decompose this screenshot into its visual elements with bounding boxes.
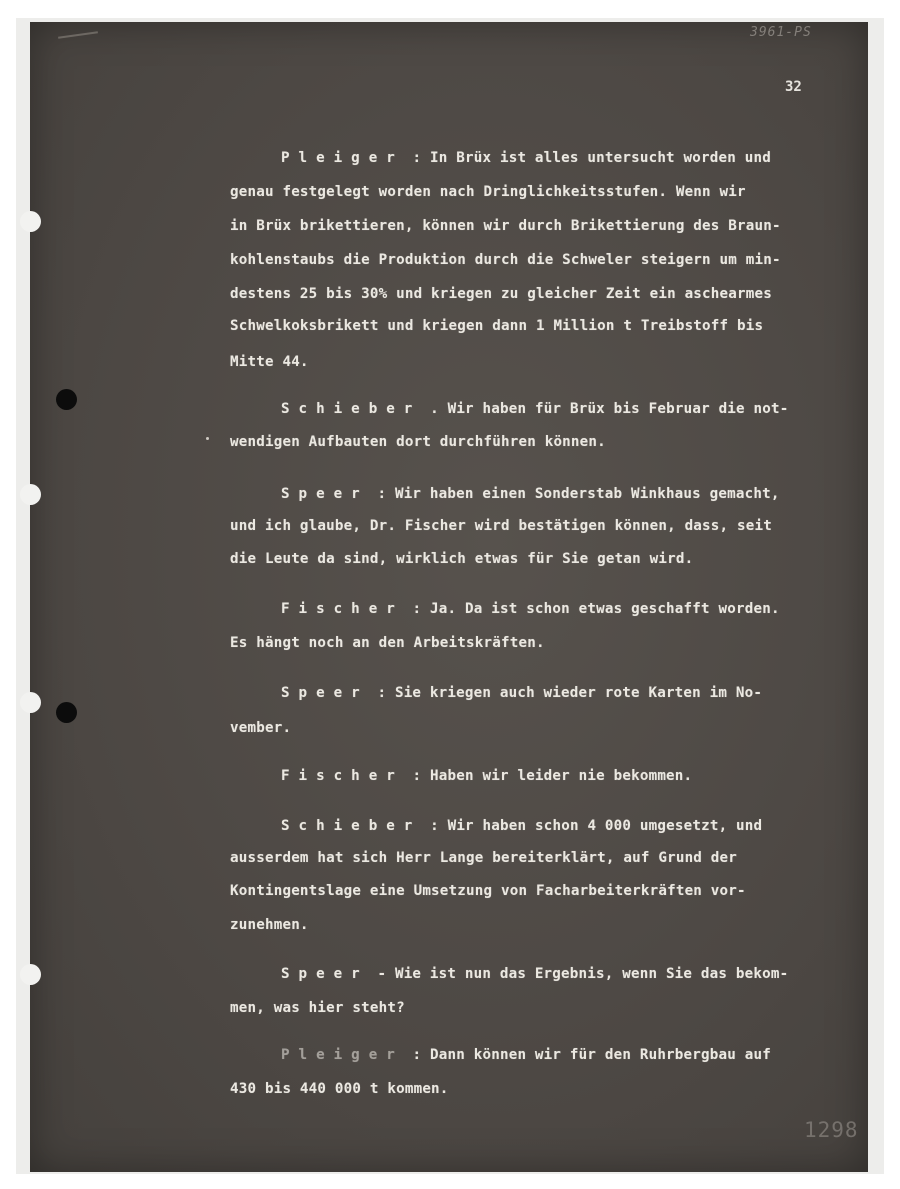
typed-line: Speer - Wie ist nun das Ergebnis, wenn Sie das bekom- bbox=[281, 966, 789, 982]
line-text: Haben wir leider nie bekommen. bbox=[430, 768, 693, 784]
typed-line: 430 bis 440 000 t kommen. bbox=[230, 1081, 449, 1097]
line-text: Wir haben einen Sonderstab Winkhaus gemacht, bbox=[394, 486, 780, 502]
stamped-page-number: 1298 bbox=[804, 1118, 859, 1142]
punch-hole bbox=[20, 211, 41, 232]
speaker-name: Pleiger bbox=[281, 1047, 404, 1063]
typed-line: Kontingentslage eine Umsetzung von Facharbeiterkräften vor- bbox=[230, 883, 746, 899]
line-text: Wir haben schon 4 000 umgesetzt, und bbox=[447, 818, 763, 834]
speaker-name: Speer bbox=[281, 685, 369, 701]
speaker-name: Speer bbox=[281, 966, 369, 982]
typed-line: und ich glaube, Dr. Fischer wird bestätigen können, dass, seit bbox=[230, 518, 772, 534]
page-number: 32 bbox=[785, 79, 802, 95]
typed-line: Schwelkoksbrikett und kriegen dann 1 Million t Treibstoff bis bbox=[230, 318, 764, 334]
punch-hole bbox=[20, 964, 41, 985]
typed-line: vember. bbox=[230, 720, 292, 736]
ink-dot bbox=[206, 437, 209, 440]
typed-line: Fischer : Ja. Da ist schon etwas geschafft worden. bbox=[281, 601, 780, 617]
typed-line: ausserdem hat sich Herr Lange bereiterklärt, auf Grund der bbox=[230, 850, 738, 866]
typed-line: destens 25 bis 30% und kriegen zu gleicher Zeit ein aschearmes bbox=[230, 286, 772, 302]
line-text: Dann können wir für den Ruhrbergbau auf bbox=[430, 1047, 771, 1063]
typed-line: die Leute da sind, wirklich etwas für Sie getan wird. bbox=[230, 551, 694, 567]
line-text: Sie kriegen auch wieder rote Karten im No- bbox=[394, 685, 763, 701]
typed-line: genau festgelegt worden nach Dringlichkeitsstufen. Wenn wir bbox=[230, 184, 746, 200]
speaker-name: Schieber bbox=[281, 401, 422, 417]
punch-hole bbox=[20, 692, 41, 713]
typed-line: Schieber . Wir haben für Brüx bis Februar die not- bbox=[281, 401, 789, 417]
punch-hole bbox=[56, 702, 77, 723]
typed-line: Speer : Sie kriegen auch wieder rote Karten im No- bbox=[281, 685, 763, 701]
speaker-name: Fischer bbox=[281, 768, 404, 784]
speaker-name: Schieber bbox=[281, 818, 422, 834]
punch-hole bbox=[56, 389, 77, 410]
line-text: Wie ist nun das Ergebnis, wenn Sie das bekom- bbox=[394, 966, 789, 982]
typed-line: Fischer : Haben wir leider nie bekommen. bbox=[281, 768, 693, 784]
typed-line: Es hängt noch an den Arbeitskräften. bbox=[230, 635, 545, 651]
typed-line: kohlenstaubs die Produktion durch die Schweler steigern um min- bbox=[230, 252, 781, 268]
typed-line: zunehmen. bbox=[230, 917, 309, 933]
typed-line: Speer : Wir haben einen Sonderstab Winkhaus gemacht, bbox=[281, 486, 780, 502]
typed-line: Pleiger : In Brüx ist alles untersucht worden und bbox=[281, 150, 771, 166]
speaker-name: Pleiger bbox=[281, 150, 404, 166]
typed-line: in Brüx brikettieren, können wir durch Brikettierung des Braun- bbox=[230, 218, 781, 234]
line-text: Wir haben für Brüx bis Februar die not- bbox=[447, 401, 789, 417]
punch-hole bbox=[20, 484, 41, 505]
line-text: In Brüx ist alles untersucht worden und bbox=[430, 150, 771, 166]
typed-line: Pleiger : Dann können wir für den Ruhrbergbau auf bbox=[281, 1047, 771, 1063]
typed-line: Mitte 44. bbox=[230, 354, 309, 370]
line-text: Ja. Da ist schon etwas geschafft worden. bbox=[430, 601, 780, 617]
archive-reference: 3961-PS bbox=[750, 25, 812, 40]
speaker-name: Fischer bbox=[281, 601, 404, 617]
typed-line: men, was hier steht? bbox=[230, 1000, 405, 1016]
typed-line: wendigen Aufbauten dort durchführen können. bbox=[230, 434, 606, 450]
typed-line: Schieber : Wir haben schon 4 000 umgesetzt, und bbox=[281, 818, 763, 834]
speaker-name: Speer bbox=[281, 486, 369, 502]
